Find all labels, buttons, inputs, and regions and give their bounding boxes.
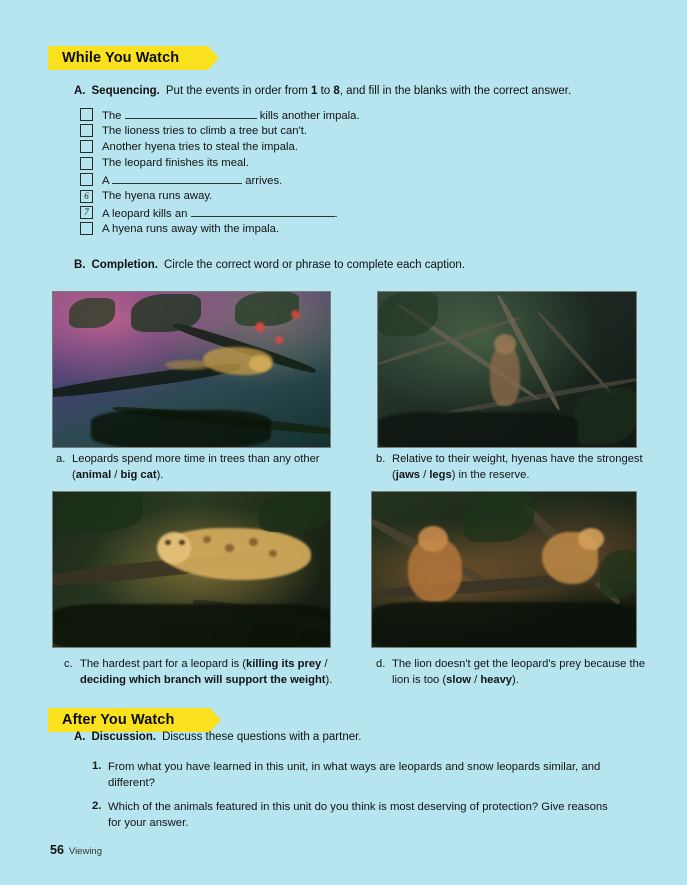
section-banner-while-you-watch — [48, 46, 208, 70]
caption-choice-two[interactable]: legs — [429, 468, 452, 481]
list-item[interactable] — [80, 221, 600, 237]
caption-part-one: The hardest part for a leopard is ( — [80, 658, 247, 670]
foliage-shape — [235, 292, 299, 326]
dark-foreground-shape — [378, 412, 578, 448]
instruction-pre: Put the events in order from — [165, 85, 311, 97]
caption-part-two: ) in the reserve. — [451, 468, 530, 481]
discussion-text: From what you have learned in this unit, in what ways are leopards and snow leopards similar, and different? — [108, 761, 601, 789]
leopard-spot-shape — [249, 538, 258, 546]
exercise-instruction — [166, 85, 571, 97]
list-item-text — [102, 172, 282, 187]
foliage-shape — [53, 492, 143, 532]
caption-separator: / — [470, 673, 481, 686]
list-item[interactable] — [80, 155, 600, 171]
fill-in-blank[interactable] — [191, 205, 335, 217]
leopard-tail-shape — [165, 360, 213, 370]
exercise-instruction: Discuss these questions with a partner. — [162, 731, 362, 743]
caption-d — [376, 657, 648, 688]
exercise-letter: A. — [74, 85, 86, 97]
caption-text — [80, 657, 354, 688]
caption-choice-one[interactable]: killing its prey — [246, 658, 322, 670]
exercise-title: Discussion. — [91, 731, 157, 743]
dark-foreground-shape — [372, 602, 636, 648]
list-item[interactable] — [80, 188, 600, 204]
sequencing-list — [80, 106, 600, 237]
exercise-title: Completion. — [91, 259, 158, 271]
section-title-while-you-watch: While You Watch — [62, 50, 180, 66]
red-flower-shape — [291, 310, 300, 319]
caption-b — [376, 452, 648, 483]
list-item-text: Another hyena tries to steal the impala. — [102, 140, 298, 153]
foliage-shape — [259, 492, 331, 532]
discussion-text: Which of the animals featured in this unit do you think is most deserving of protection? Give reasons for your answer. — [108, 801, 608, 829]
text-after-blank: arrives. — [242, 175, 283, 188]
leopard-head-shape — [157, 532, 191, 564]
caption-separator: / — [321, 658, 328, 670]
caption-separator: / — [420, 468, 430, 481]
leopard-spot-shape — [225, 544, 234, 552]
list-item-text: The hyena runs away. — [102, 190, 213, 203]
caption-label: c. — [64, 658, 73, 670]
list-item — [92, 760, 612, 791]
foliage-shape — [69, 298, 115, 328]
text-after-blank: . — [334, 208, 338, 221]
exercise-b-completion-heading — [74, 259, 465, 271]
discussion-list — [92, 760, 612, 840]
caption-part-one: Leopards spend more time in trees than any other ( — [72, 453, 320, 481]
dark-foreground-shape — [53, 604, 331, 648]
caption-part-two: ). — [156, 468, 164, 481]
dark-foreground-shape — [91, 410, 271, 448]
foliage-shape — [464, 492, 534, 542]
leopard-resting-on-branch-photo — [52, 491, 331, 648]
sequence-checkbox[interactable] — [80, 108, 93, 121]
sequence-checkbox[interactable] — [80, 173, 93, 186]
caption-choice-one[interactable]: animal — [75, 468, 112, 481]
caption-label: a. — [56, 453, 66, 465]
caption-label: b. — [376, 453, 386, 465]
exercise-a-sequencing-heading — [74, 85, 571, 97]
exercise-instruction: Circle the correct word or phrase to complete each caption. — [163, 259, 466, 271]
list-item[interactable] — [80, 204, 600, 220]
sequence-checkbox[interactable]: 7 — [80, 206, 93, 219]
caption-label: d. — [376, 658, 386, 670]
caption-part-two: ). — [325, 673, 333, 686]
text-before-blank: A leopard kills an — [102, 208, 191, 221]
text-after-blank: kills another impala. — [256, 109, 360, 122]
page-section-label: Viewing — [68, 846, 103, 857]
exercise-title: Sequencing. — [91, 85, 160, 97]
list-item — [92, 800, 612, 831]
discussion-number: 2. — [92, 800, 102, 812]
text-before-blank: A — [102, 175, 113, 188]
section-title-after-you-watch: After You Watch — [62, 712, 175, 728]
list-item-text: The leopard finishes its meal. — [102, 157, 249, 170]
leopard-eye-shape — [165, 540, 171, 545]
instruction-number-one: 1 — [310, 85, 318, 97]
foliage-shape — [574, 388, 637, 444]
caption-choice-one[interactable]: slow — [446, 673, 471, 686]
red-flower-shape — [275, 336, 283, 344]
list-item-text — [102, 107, 360, 122]
sequence-checkbox[interactable] — [80, 222, 93, 235]
fill-in-blank[interactable] — [125, 107, 257, 119]
list-item-text: A hyena runs away with the impala. — [102, 222, 280, 235]
red-flower-shape — [255, 322, 265, 332]
leopard-head-shape — [578, 528, 604, 550]
hyena-head-shape — [494, 334, 516, 354]
instruction-number-eight: 8 — [333, 85, 340, 97]
discussion-number: 1. — [92, 760, 102, 772]
sequence-checkbox[interactable]: 6 — [80, 190, 93, 203]
exercise-a-discussion-heading — [74, 731, 362, 743]
caption-choice-two[interactable]: heavy — [480, 673, 513, 686]
caption-part-two: ). — [512, 673, 519, 686]
foliage-shape — [600, 550, 637, 598]
caption-choice-two[interactable]: deciding which branch will support the weight — [80, 673, 326, 686]
list-item-text: The lioness tries to climb a tree but can't. — [102, 124, 307, 137]
leopard-eye-shape — [179, 540, 185, 545]
hyena-and-bare-branches-photo — [377, 291, 637, 448]
list-item[interactable] — [80, 122, 600, 138]
sequence-checkbox[interactable] — [80, 157, 93, 170]
list-item[interactable] — [80, 106, 600, 122]
leopard-in-tree-at-sunset-photo — [52, 291, 331, 448]
instruction-post: , and fill in the blanks with the correct answer. — [339, 85, 572, 97]
sequence-checkbox[interactable] — [80, 140, 93, 153]
caption-text — [72, 452, 346, 483]
page-footer — [50, 843, 102, 857]
lion-head-shape — [418, 526, 448, 552]
page-number: 56 — [50, 843, 64, 857]
list-item-text — [102, 205, 338, 220]
caption-c — [64, 657, 354, 688]
text-before-blank: The — [102, 109, 125, 122]
caption-text — [392, 452, 648, 483]
instruction-mid: to — [317, 85, 334, 97]
exercise-letter: A. — [74, 731, 86, 743]
caption-a — [56, 452, 346, 483]
leopard-spot-shape — [269, 550, 277, 557]
section-banner-after-you-watch — [48, 708, 210, 732]
leopard-spot-shape — [203, 536, 211, 543]
caption-part-one: Relative to their weight, hyenas have the strongest ( — [392, 453, 643, 481]
foliage-shape — [131, 294, 201, 332]
sequence-checkbox[interactable] — [80, 124, 93, 137]
caption-choice-two[interactable]: big cat — [120, 468, 157, 481]
fill-in-blank[interactable] — [112, 172, 242, 184]
lion-and-leopard-in-tree-photo — [371, 491, 637, 648]
leopard-head-shape — [249, 355, 271, 372]
caption-part-one: The lion doesn't get the leopard's prey because the lion is too ( — [392, 658, 646, 686]
caption-choice-one[interactable]: jaws — [395, 468, 420, 481]
foliage-shape — [378, 292, 438, 336]
exercise-letter: B. — [74, 259, 86, 271]
caption-separator: / — [111, 468, 121, 481]
list-item[interactable] — [80, 172, 600, 188]
caption-text — [392, 657, 648, 688]
list-item[interactable] — [80, 139, 600, 155]
